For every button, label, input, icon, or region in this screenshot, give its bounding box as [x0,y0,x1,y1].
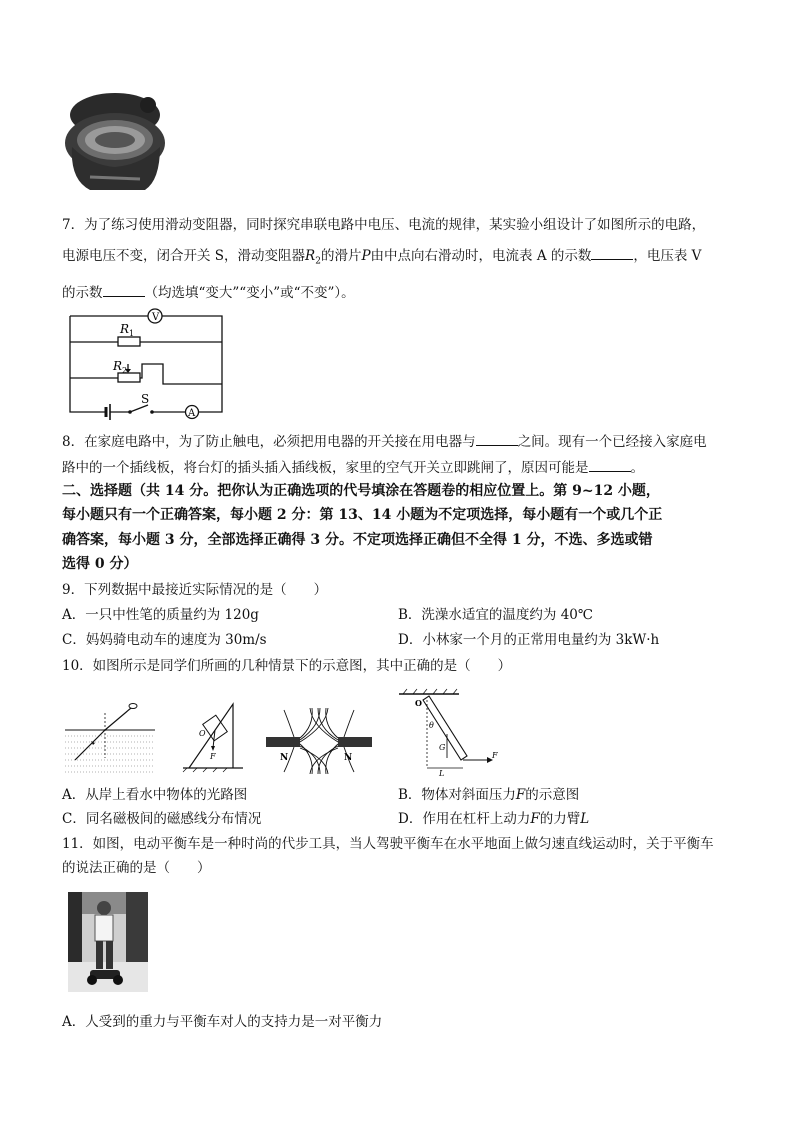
q7-line2: 电源电压不变，闭合开关 S，滑动变阻器$R_2$的滑片P由中点向右滑动时，电流表 A 的示数 ，电压表 V [62,245,701,272]
r2-sub: 2 [122,366,128,375]
q11-line1: 11．如图，电动平衡车是一种时尚的代步工具，当人驾驶平衡车在水平地面上做匀速直线运动时，关于平衡车 [62,836,714,852]
circuit-diagram [68,308,228,420]
q11-option-a[interactable]: A．人受到的重力与平衡车对人的支持力是一对平衡力 [62,1014,383,1030]
lever-f-label: F [492,751,498,760]
q7-line1: 7．为了练习使用滑动变阻器，同时探究串联电路中电压、电流的规律，某实验小组设计了如图所示的电路， [62,217,706,233]
q10-stem: 10．如图所示是同学们所画的几种情景下的示意图，其中正确的是（ ） [62,658,512,674]
lever-figure [395,688,505,776]
q10-option-c[interactable]: C．同名磁极间的磁感线分布情况 [62,811,262,827]
q9-option-a[interactable]: A．一只中性笔的质量约为 120g [62,607,259,623]
q8-line1: 8．在家庭电路中，为了防止触电，必须把用电器的开关接在用电器与 之间。现有一个已经接入家庭电 [62,431,707,452]
r2-label: R [113,359,123,373]
r1-label: R [120,322,130,336]
q9-option-d[interactable]: D．小林家一个月的正常用电量约为 3kW·h [398,632,660,648]
answer-blank[interactable] [589,457,631,472]
incline-f-label: F [210,752,216,761]
answer-blank[interactable] [591,245,633,260]
r1-sub: 1 [129,329,135,338]
q9-stem: 9．下列数据中最接近实际情况的是（ ） [62,582,328,598]
q7-line3: 的示数 （均选填“变大”“变小”或“不变”）。 [62,282,355,303]
lever-g-label: G [439,743,446,752]
q10-option-d[interactable]: D．作用在杠杆上动力F的力臂L [398,811,590,827]
q8-line2: 路中的一个插线板，将台灯的插头插入插线板，家里的空气开关立即跳闸了，原因可能是 。 [62,457,644,478]
lever-o-label: O [415,698,422,708]
magnet-figure [264,708,374,774]
magnet-n-left: N [280,753,289,763]
q9-option-c[interactable]: C．妈妈骑电动车的速度为 30m/s [62,632,267,648]
lever-l-label: L [439,769,445,778]
incline-o-label: O [199,729,206,738]
q11-line2: 的说法正确的是（ ） [62,860,211,876]
q10-option-b[interactable]: B．物体对斜面压力F的示意图 [398,787,580,803]
section2-line2: 每小题只有一个正确答案，每小题 2 分：第 13、14 小题为不定项选择，每小题有一个或几个正 [62,507,663,523]
rusty-object-photo [60,85,175,200]
magnet-n-right: N [344,753,353,763]
answer-blank[interactable] [476,431,518,446]
ammeter-label: A [188,408,196,419]
q10-option-a[interactable]: A．从岸上看水中物体的光路图 [62,787,248,803]
answer-blank[interactable] [103,282,145,297]
section2-line1: 二、选择题（共 14 分。把你认为正确选项的代号填涂在答题卷的相应位置上。第 9~12 小题， [62,483,660,499]
section2-line3: 确答案，每小题 3 分，全部选择正确得 3 分。不定项选择正确但不全得 1 分，不选、多选或错 [62,532,653,548]
section2-line4: 选得 0 分） [62,556,138,572]
lever-theta-label: θ [429,721,434,730]
refraction-figure [65,708,155,778]
voltmeter-label: V [152,312,160,323]
switch-label: S [141,392,150,406]
q9-option-b[interactable]: B．洗澡水适宜的温度约为 40℃ [398,607,593,623]
balance-scooter-photo [68,892,148,992]
incline-figure [183,704,243,772]
